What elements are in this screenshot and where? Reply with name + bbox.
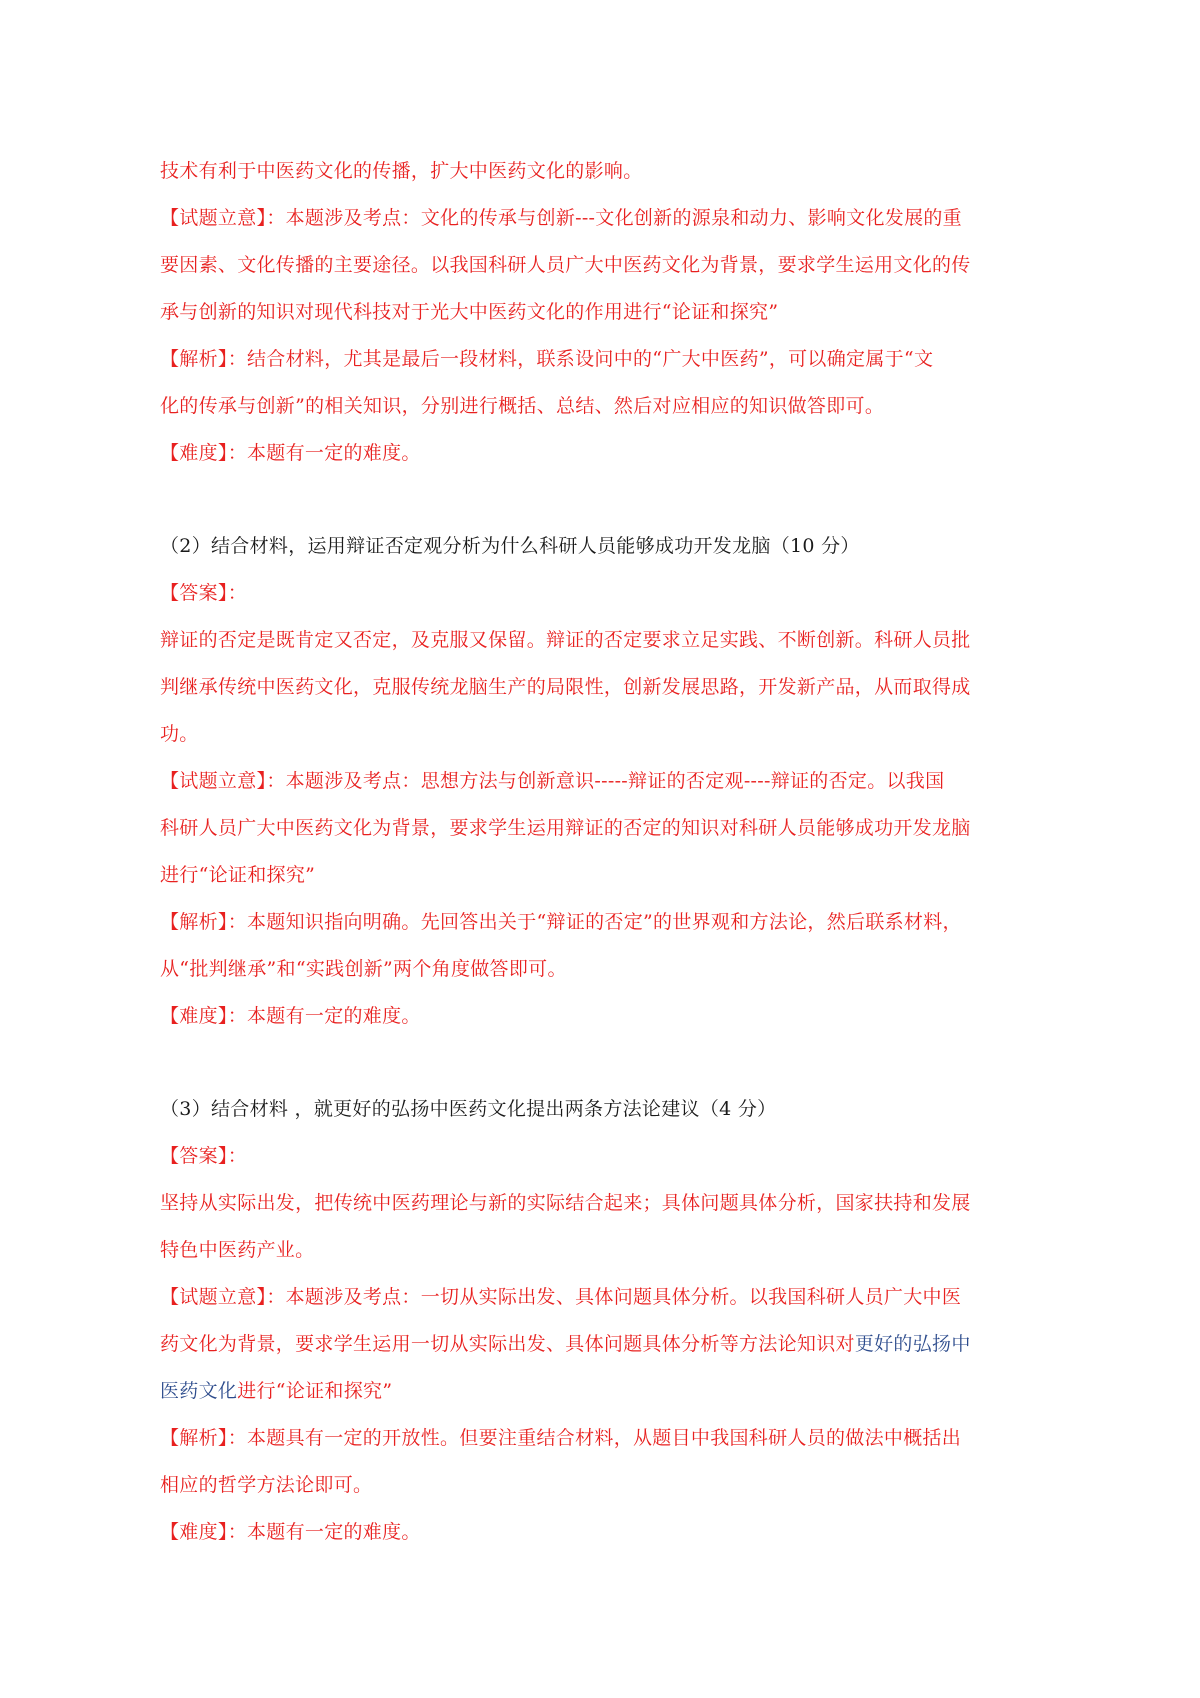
analysis-tag: 【解析】 xyxy=(160,1427,228,1449)
intent-text: ：本题涉及考点：思想方法与创新意识-----辩证的否定观----辩证的否定。以我国 xyxy=(266,770,945,792)
question-2: （2）结合材料，运用辩证否定观分析为什么科研人员能够成功开发龙脑（10 分） xyxy=(160,535,860,557)
analysis-text: ：本题具有一定的开放性。但要注重结合材料，从题目中我国科研人员的做法中概括出 xyxy=(227,1427,962,1449)
answer-text-line: 特色中医药产业。 xyxy=(160,1239,315,1261)
difficulty-text: ：本题有一定的难度。 xyxy=(227,1521,421,1543)
intent-tag: 【试题立意】 xyxy=(160,1286,267,1308)
intent-line xyxy=(160,758,1060,805)
analysis-text: ：本题知识指向明确。先回答出关于“辩证的否定”的世界观和方法论，然后联系材料， xyxy=(227,911,962,933)
question-3: （3）结合材料 ，就更好的弘扬中医药文化提出两条方法论建议（4 分） xyxy=(160,1098,777,1120)
answer-text-line: 判继承传统中医药文化，克服传统龙脑生产的局限性，创新发展思路，开发新产品，从而取得成 xyxy=(160,676,971,698)
difficulty-text: ：本题有一定的难度。 xyxy=(227,1005,421,1027)
intent-line: 进行“论证和探究” xyxy=(160,864,316,886)
difficulty-line xyxy=(160,430,1060,477)
intent-line xyxy=(160,1321,1060,1368)
difficulty-line xyxy=(160,1509,1060,1556)
answer-label-line xyxy=(160,1133,1060,1180)
intent-line xyxy=(160,1274,1060,1321)
difficulty-text: ：本题有一定的难度。 xyxy=(227,442,421,464)
intent-text-highlight: 医药文化 xyxy=(160,1380,238,1402)
analysis-line xyxy=(160,899,1060,946)
document-content xyxy=(160,148,1060,1556)
answer-text-line: 辩证的否定是既肯定又否定，及克服又保留。辩证的否定要求立足实践、不断创新。科研人员批 xyxy=(160,629,971,651)
intent-line: 承与创新的知识对现代科技对于光大中医药文化的作用进行“论证和探究” xyxy=(160,301,779,323)
intent-line: 要因素、文化传播的主要途径。以我国科研人员广大中医药文化为背景，要求学生运用文化的传 xyxy=(160,254,971,276)
intent-text-highlight: 更好的弘扬中 xyxy=(854,1333,971,1355)
analysis-line: 相应的哲学方法论即可。 xyxy=(160,1474,373,1496)
difficulty-tag: 【难度】 xyxy=(160,1005,228,1027)
analysis-line: 从“批判继承”和“实践创新”两个角度做答即可。 xyxy=(160,958,567,980)
intent-line xyxy=(160,195,1060,242)
answer-text-line: 功。 xyxy=(160,723,199,745)
answer-text-line: 技术有利于中医药文化的传播，扩大中医药文化的影响。 xyxy=(160,160,643,182)
analysis-line xyxy=(160,336,1060,383)
analysis-tag: 【解析】 xyxy=(160,348,228,370)
analysis-line: 化的传承与创新”的相关知识，分别进行概括、总结、然后对应相应的知识做答即可。 xyxy=(160,395,885,417)
intent-tag: 【试题立意】 xyxy=(160,207,267,229)
answer-colon: ： xyxy=(227,1145,248,1167)
intent-line xyxy=(160,1368,1060,1415)
intent-text: 进行“论证和探究” xyxy=(237,1380,393,1402)
analysis-text: ：结合材料，尤其是最后一段材料，联系设问中的“广大中医药”，可以确定属于“文 xyxy=(227,348,934,370)
intent-tag: 【试题立意】 xyxy=(160,770,267,792)
intent-text: ：本题涉及考点：文化的传承与创新---文化创新的源泉和动力、影响文化发展的重 xyxy=(266,207,962,229)
analysis-tag: 【解析】 xyxy=(160,911,228,933)
answer-label-line xyxy=(160,570,1060,617)
intent-line: 科研人员广大中医药文化为背景，要求学生运用辩证的否定的知识对科研人员能够成功开发龙脑 xyxy=(160,817,971,839)
intent-text: ：本题涉及考点：一切从实际出发、具体问题具体分析。以我国科研人员广大中医 xyxy=(266,1286,962,1308)
answer-tag: 【答案】 xyxy=(160,1145,228,1167)
difficulty-tag: 【难度】 xyxy=(160,442,228,464)
answer-tag: 【答案】 xyxy=(160,582,228,604)
difficulty-tag: 【难度】 xyxy=(160,1521,228,1543)
answer-colon: ： xyxy=(227,582,248,604)
answer-text-line: 坚持从实际出发，把传统中医药理论与新的实际结合起来；具体问题具体分析，国家扶持和发展 xyxy=(160,1192,971,1214)
intent-text: 药文化为背景，要求学生运用一切从实际出发、具体问题具体分析等方法论知识对 xyxy=(160,1333,855,1355)
analysis-line xyxy=(160,1415,1060,1462)
difficulty-line xyxy=(160,993,1060,1040)
